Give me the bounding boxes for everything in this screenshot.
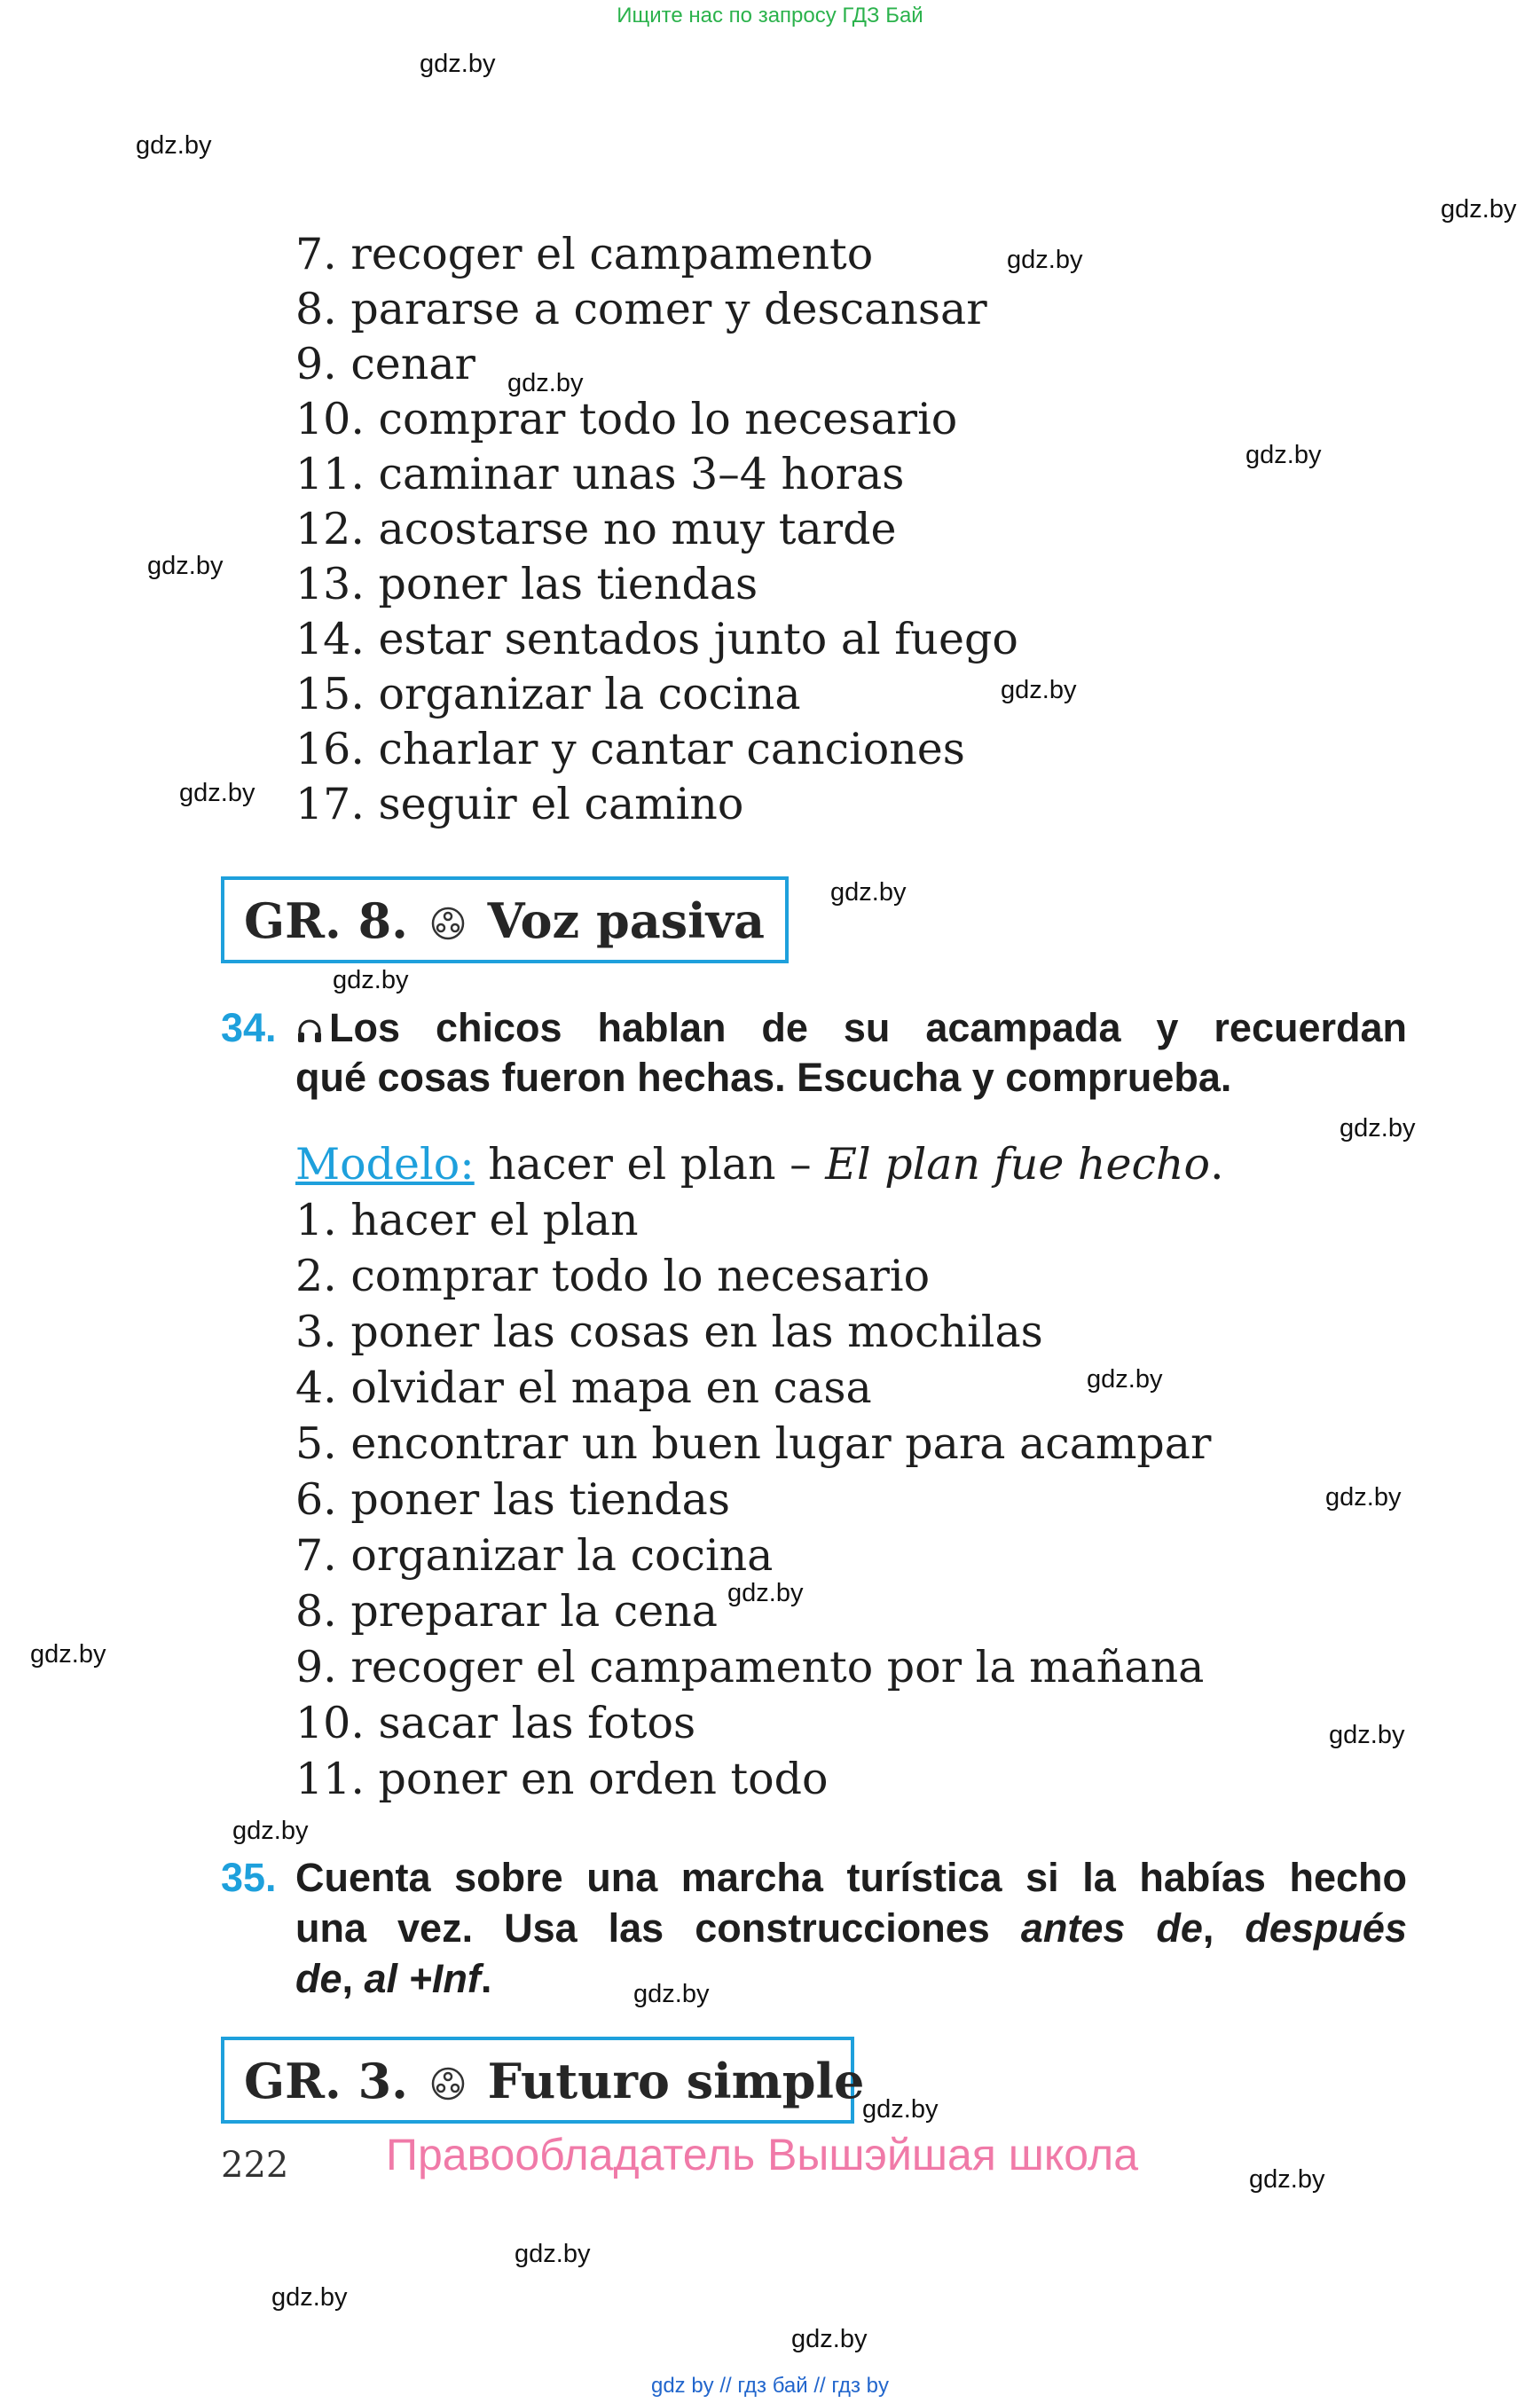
grammar-reference-box[interactable]: [221, 2037, 865, 2124]
watermark: gdz.by: [515, 2240, 591, 2268]
page-number: 222: [221, 2145, 289, 2186]
watermark: gdz.by: [1245, 441, 1322, 469]
watermark: gdz.by: [507, 369, 584, 397]
grammar-reference-title: GR. 3. Futuro simple: [244, 2053, 865, 2109]
list-item: 12. acostarse no muy tarde: [295, 504, 897, 554]
watermark: gdz.by: [271, 2283, 348, 2312]
list-item: 10. comprar todo lo necesario: [295, 394, 958, 444]
exercise-instruction: una vez. Usa las construcciones antes de, después: [295, 1905, 1407, 1951]
exercise-instruction: qué cosas fueron hechas. Escucha y comprueba.: [295, 1055, 1232, 1100]
grammar-icon: [430, 906, 466, 941]
list-item: 8. preparar la cena: [295, 1586, 719, 1637]
watermark: gdz.by: [1007, 246, 1083, 274]
watermark: gdz.by: [791, 2325, 868, 2353]
headphones-icon: [295, 1017, 324, 1045]
list-item: 13. poner las tiendas: [295, 559, 758, 609]
watermark: gdz.by: [1340, 1114, 1416, 1143]
list-item: 14. estar sentados junto al fuego: [295, 614, 1018, 664]
watermark: gdz.by: [727, 1579, 804, 1607]
list-item: 6. poner las tiendas: [295, 1474, 731, 1525]
exercise-number: 34.: [221, 1005, 277, 1050]
list-item: 9. cenar: [295, 339, 475, 389]
watermark: gdz.by: [830, 878, 907, 907]
watermark: gdz.by: [136, 131, 212, 160]
exercise-number: 35.: [221, 1855, 277, 1900]
list-item: 16. charlar y cantar canciones: [295, 724, 965, 774]
list-item: 11. poner en orden todo: [295, 1754, 829, 1804]
watermark: gdz.by: [179, 779, 255, 807]
list-item: 3. poner las cosas en las mochilas: [295, 1307, 1043, 1357]
list-item: 15. organizar la cocina: [295, 669, 801, 719]
watermark: gdz.by: [862, 2095, 939, 2124]
watermark: gdz.by: [1325, 1483, 1402, 1512]
watermark: gdz.by: [633, 1980, 710, 2008]
list-item: 11. caminar unas 3–4 horas: [295, 449, 905, 499]
list-item: 2. comprar todo lo necesario: [295, 1251, 931, 1301]
list-item: 7. recoger el campamento: [295, 229, 874, 279]
watermark: gdz.by: [30, 1640, 106, 1669]
watermark: gdz.by: [420, 50, 496, 78]
exercise-instruction: de, al +Inf.: [295, 1956, 492, 2001]
list-item: 17. seguir el camino: [295, 779, 744, 829]
list-item: 5. encontrar un buen lugar para acampar: [295, 1418, 1212, 1469]
exercise-instruction: Cuenta sobre una marcha turística si la habías hecho: [295, 1855, 1407, 1900]
list-item: 9. recoger el campamento por la mañana: [295, 1642, 1205, 1692]
top-banner[interactable]: Ищите нас по запросу ГДЗ Бай: [617, 4, 923, 27]
example-line: Modelo: hacer el plan – El plan fue hecho.: [295, 1139, 1224, 1190]
watermark: gdz.by: [1087, 1365, 1163, 1394]
footer-links[interactable]: gdz by // гдз бай // гдз by: [650, 2374, 890, 2398]
watermark: gdz.by: [147, 552, 224, 580]
watermark: gdz.by: [232, 1817, 309, 1845]
list-item: 10. sacar las fotos: [295, 1698, 696, 1748]
grammar-reference-title: GR. 8. Voz pasiva: [244, 892, 766, 949]
watermark: gdz.by: [1329, 1721, 1405, 1749]
watermark: gdz.by: [1249, 2165, 1325, 2194]
watermark: gdz.by: [1001, 676, 1077, 704]
watermark: gdz.by: [333, 966, 409, 994]
watermark: gdz.by: [1441, 195, 1517, 224]
model-label: Modelo:: [295, 1139, 475, 1190]
grammar-icon: [430, 2066, 466, 2101]
list-item: 1. hacer el plan: [295, 1195, 639, 1245]
list-item: 8. pararse a comer y descansar: [295, 284, 987, 334]
exercise-instruction: Los chicos hablan de su acampada y recuerdan: [295, 1005, 1407, 1051]
rights-holder: Правообладатель Вышэйшая школа: [386, 2130, 1138, 2179]
grammar-reference-box[interactable]: [221, 876, 789, 963]
list-item: 7. organizar la cocina: [295, 1530, 774, 1581]
list-item: 4. olvidar el mapa en casa: [295, 1362, 872, 1413]
